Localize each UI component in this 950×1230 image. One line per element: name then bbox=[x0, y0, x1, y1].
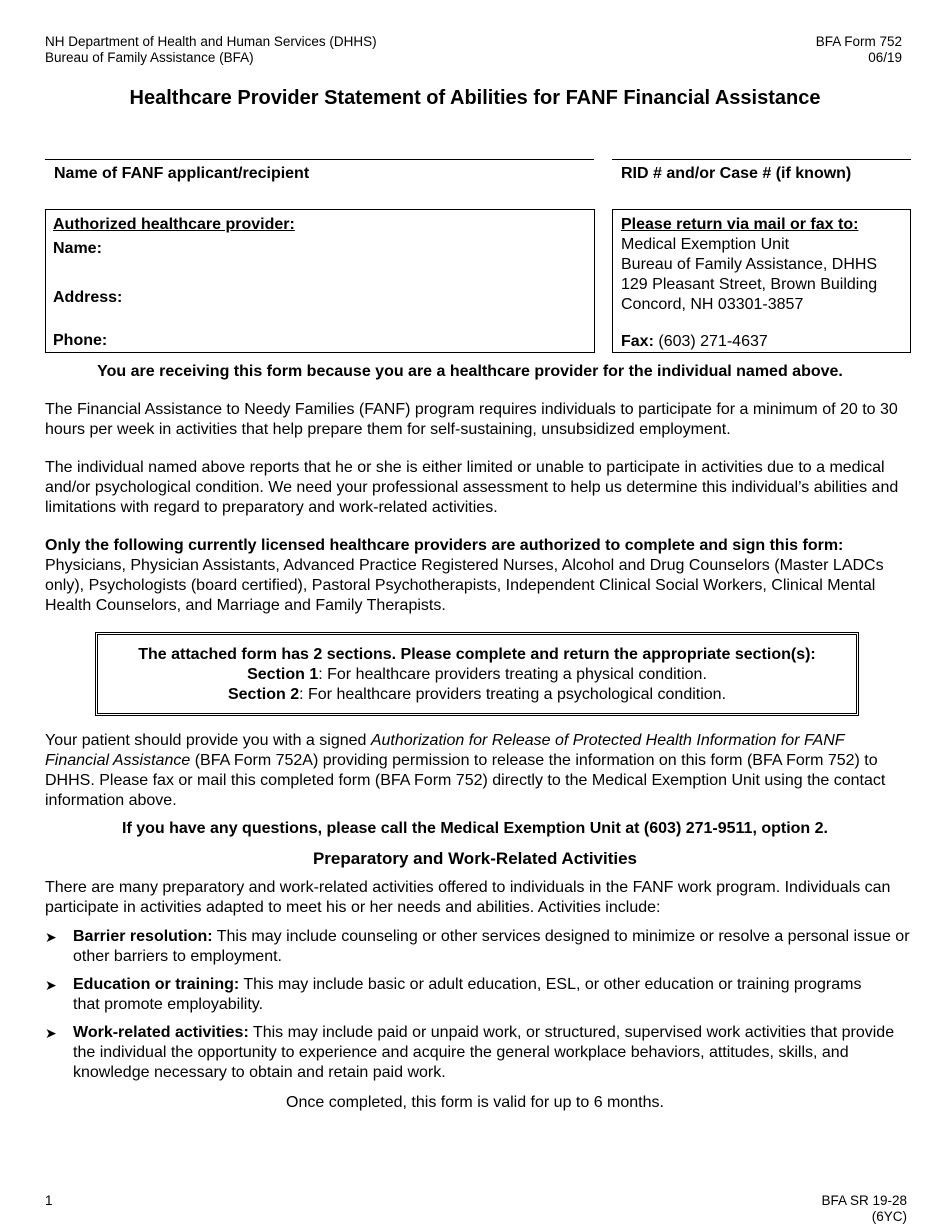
agency-line-1: NH Department of Health and Human Services (DHHS) bbox=[45, 34, 377, 49]
agency-line-2: Bureau of Family Assistance (BFA) bbox=[45, 50, 254, 65]
paragraph-individual-reports: The individual named above reports that he or she is either limited or unable to participate in activities due to a medical and/or psychological condition. We need your professional assessment to help us determine this individual’s abilities and limitations with regard to preparatory and work-related activities. bbox=[45, 459, 899, 516]
section-1-text: : For healthcare providers treating a physical condition. bbox=[318, 666, 707, 683]
provider-phone-label: Phone: bbox=[53, 332, 108, 349]
validity-note: Once completed, this form is valid for up to 6 months. bbox=[286, 1094, 664, 1111]
activity-label: Barrier resolution: bbox=[73, 928, 213, 945]
return-fax bbox=[621, 332, 768, 352]
notice-line: You are receiving this form because you are a healthcare provider for the individual named above. bbox=[97, 363, 843, 380]
fax-number: (603) 271-4637 bbox=[658, 333, 768, 350]
activities-intro: There are many preparatory and work-related activities offered to individuals in the FANF work program. Individuals can participate in activities adapted to meet his or her needs and abilities. Activities include: bbox=[45, 879, 891, 916]
return-address-line: 129 Pleasant Street, Brown Building bbox=[621, 276, 878, 293]
provider-heading: Authorized healthcare provider: bbox=[53, 216, 295, 233]
section-2-label: Section 2 bbox=[227, 686, 300, 703]
sections-callout bbox=[95, 632, 859, 716]
footer-code-block bbox=[821, 1193, 907, 1225]
arrow-bullet-icon: ➤ bbox=[45, 1025, 57, 1041]
provider-phone-field[interactable] bbox=[116, 329, 576, 351]
authorization-form-title: Authorization for Release of Protected Health Information for FANF Financial Assistance bbox=[45, 732, 845, 769]
return-address-line: Concord, NH 03301-3857 bbox=[621, 296, 804, 313]
sections-heading: The attached form has 2 sections. Please complete and return the appropriate section(s): bbox=[138, 646, 816, 663]
paragraph-authorized-providers bbox=[45, 536, 915, 616]
page-number: 1 bbox=[45, 1193, 53, 1208]
authorization-text-1: Your patient should provide you with a signed bbox=[45, 732, 371, 749]
applicant-input-line[interactable] bbox=[45, 159, 594, 160]
provider-box bbox=[45, 209, 595, 353]
authorization-text-2: (BFA Form 752A) providing permission to release the information on this form (BFA Form 752) to DHHS. Please fax or mail this completed form (BFA Form 752) directly to the Medical Exemption Unit using the contact information above. bbox=[45, 752, 886, 809]
section-1-line bbox=[98, 665, 856, 685]
section-1-label: Section 1 bbox=[247, 666, 319, 683]
activity-label: Work-related activities: bbox=[73, 1024, 249, 1041]
authorized-providers-lead: Only the following currently licensed healthcare providers are authorized to complete and sign this form: bbox=[45, 537, 844, 554]
activities-heading: Preparatory and Work-Related Activities bbox=[312, 849, 638, 868]
activity-item bbox=[73, 1023, 913, 1083]
footer-code: BFA SR 19-28 bbox=[821, 1193, 907, 1208]
provider-address-field[interactable] bbox=[132, 270, 582, 322]
return-address-box bbox=[612, 209, 911, 353]
rid-input-line[interactable] bbox=[612, 159, 911, 160]
provider-name-label: Name: bbox=[53, 240, 102, 257]
paragraph-fanf-requirements: The Financial Assistance to Needy Families (FANF) program requires individuals to participate for a minimum of 20 to 30 hours per week in activities that help prepare them for self-sustaining, unsubsidized employment. bbox=[45, 401, 898, 438]
questions-line: If you have any questions, please call the Medical Exemption Unit at (603) 271-9511, option 2. bbox=[122, 820, 828, 837]
provider-name-field[interactable] bbox=[116, 239, 576, 261]
agency-header bbox=[45, 34, 377, 66]
return-address-line: Bureau of Family Assistance, DHHS bbox=[621, 256, 878, 273]
paragraph-authorization bbox=[45, 731, 911, 811]
activity-text: This may include counseling or other services designed to minimize or resolve a personal issue or other barriers to employment. bbox=[73, 928, 910, 965]
activity-item bbox=[73, 975, 873, 1015]
form-date: 06/19 bbox=[868, 50, 902, 65]
arrow-bullet-icon: ➤ bbox=[45, 977, 57, 993]
section-2-line bbox=[98, 685, 856, 705]
rid-label: RID # and/or Case # (if known) bbox=[621, 165, 852, 182]
activity-text: This may include paid or unpaid work, or structured, supervised work activities that provide the individual the opportunity to experience and acquire the general workplace behaviors, attitudes, skills, and knowledge necessary to obtain and retain paid work. bbox=[73, 1024, 895, 1081]
footer-code-sub: (6YC) bbox=[871, 1209, 907, 1224]
provider-address-label: Address: bbox=[53, 289, 123, 306]
activity-text: This may include basic or adult education, ESL, or other education or training programs that promote employability. bbox=[73, 976, 862, 1013]
applicant-label: Name of FANF applicant/recipient bbox=[54, 165, 310, 182]
page-title: Healthcare Provider Statement of Abilities for FANF Financial Assistance bbox=[129, 87, 821, 109]
return-heading: Please return via mail or fax to: bbox=[621, 216, 859, 233]
return-address-line: Medical Exemption Unit bbox=[621, 236, 790, 253]
form-id-block bbox=[816, 34, 902, 66]
form-number: BFA Form 752 bbox=[815, 34, 902, 49]
activity-item bbox=[73, 927, 913, 967]
activity-label: Education or training: bbox=[73, 976, 240, 993]
arrow-bullet-icon: ➤ bbox=[45, 929, 57, 945]
authorized-providers-list: Physicians, Physician Assistants, Advanced Practice Registered Nurses, Alcohol and Drug Counselors (Master LADCs only), Psychologists (board certified), Pastoral Psychotherapists, Independent Clinical Social Workers, Clinical Mental Health Counselors, and Marriage and Family Therapists. bbox=[45, 557, 884, 614]
fax-label: Fax: bbox=[621, 333, 654, 350]
section-2-text: : For healthcare providers treating a psychological condition. bbox=[299, 686, 727, 703]
